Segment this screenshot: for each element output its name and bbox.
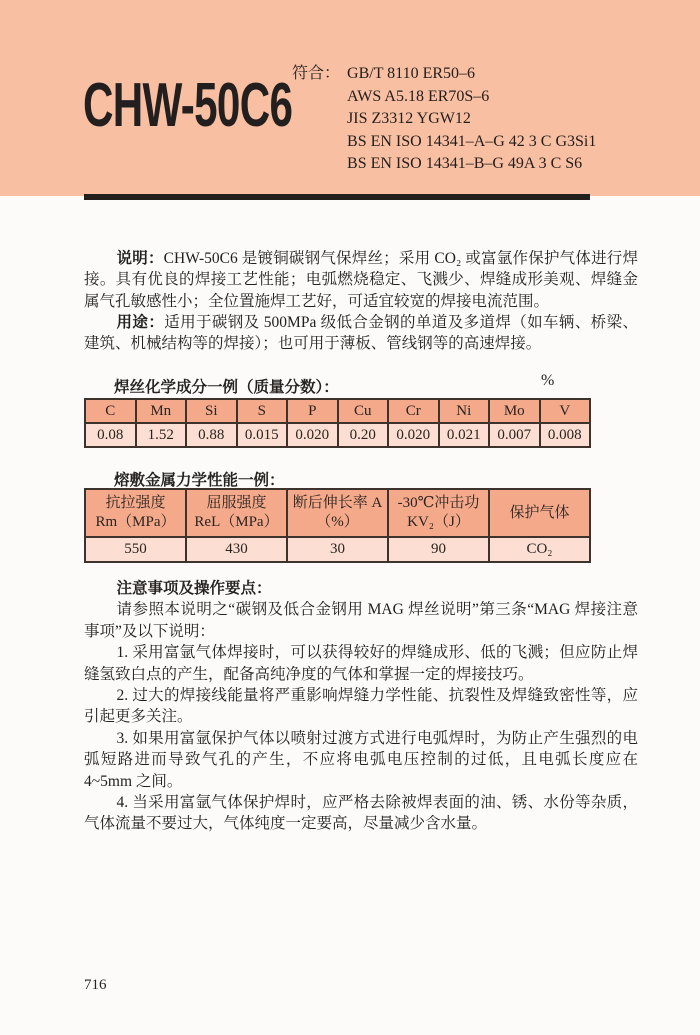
table-header-row (85, 489, 590, 537)
description-label: 说明： (116, 250, 164, 267)
table-row (85, 423, 590, 447)
table-header-row (85, 399, 590, 423)
usage-paragraph (84, 312, 638, 355)
table-cell (85, 489, 186, 537)
header-line: ReL（MPa） (194, 514, 279, 530)
table-cell: C (85, 399, 136, 423)
intro-section (84, 248, 638, 354)
table-cell: 430 (186, 537, 287, 562)
header-divider-rule (84, 194, 590, 200)
table-cell: 550 (85, 537, 186, 562)
table-cell (186, 489, 287, 537)
header-line: 屈服强度 (206, 495, 267, 511)
table-cell: 0.015 (237, 423, 288, 447)
table-cell: 0.20 (338, 423, 389, 447)
table-cell: 0.007 (489, 423, 540, 447)
page-number: 716 (84, 977, 107, 993)
table-cell: V (540, 399, 591, 423)
table-cell: Ni (439, 399, 490, 423)
notes-intro: 请参照本说明之“碳钢及低合金钢用 MAG 焊丝说明”第三条“MAG 焊接注意事项”及以下说明： (84, 601, 638, 640)
header-line: 保护气体 (509, 504, 570, 521)
mech-table (84, 488, 591, 563)
description-paragraph (84, 248, 638, 312)
chem-table (84, 398, 591, 448)
header-line: Rm（MPa） (95, 514, 176, 530)
note-item: 3. 如果用富氩保护气体以喷射过渡方式进行电弧焊时，为防止产生强烈的电弧短路进而导致气孔的产生，不应将电弧电压控制的过低，且电弧长度应在 4~5mm 之间。 (84, 729, 638, 790)
usage-label: 用途： (116, 313, 165, 331)
standard-item: BS EN ISO 14341–B–G 49A 3 C S6 (347, 155, 583, 172)
description-text: CHW-50C6 是镀铜碳钢气保焊丝；采用 CO₂ 或富氩作保护气体进行焊接。具有优良的焊接工艺性能；电弧燃烧稳定、飞溅少、焊缝成形美观、焊缝金属气孔敏感性小；全位置施焊工艺好，可适宜较宽的焊接电流范围。 (84, 250, 638, 310)
header-line: 抗拉强度 (105, 495, 166, 511)
table-cell: 0.021 (439, 423, 490, 447)
header-line: 断后伸长率 A (292, 495, 383, 511)
table-cell: S (237, 399, 288, 423)
note-item: 2. 过大的焊接线能量将严重影响焊缝力学性能、抗裂性及焊缝致密性等，应引起更多关注。 (84, 687, 638, 726)
notes-heading: 注意事项及操作要点： (116, 580, 272, 597)
table-cell: Si (186, 399, 237, 423)
standards-list (347, 63, 596, 176)
table-cell: 0.88 (186, 423, 237, 447)
table-cell: Mn (136, 399, 187, 423)
table-cell: Cu (338, 399, 389, 423)
table-cell (388, 489, 489, 537)
header-line: -30℃冲击功 (397, 495, 480, 511)
standard-item: JIS Z3312 YGW12 (347, 110, 471, 127)
table-cell: 0.08 (85, 423, 136, 447)
table-cell: 0.008 (540, 423, 591, 447)
table-cell: P (287, 399, 338, 423)
table-cell: 90 (388, 537, 489, 562)
mech-table-title: 熔敷金属力学性能一例： (114, 472, 285, 489)
table-cell: 30 (287, 537, 388, 562)
standard-item: GB/T 8110 ER50–6 (347, 65, 476, 82)
chem-table-title: 焊丝化学成分一例（质量分数）： (114, 379, 339, 396)
table-row (85, 537, 590, 562)
standard-item: AWS A5.18 ER70S–6 (347, 87, 490, 105)
compliance-block (292, 63, 596, 176)
product-title: CHW-50C6 (83, 71, 293, 140)
header-line: （%） (316, 514, 359, 530)
compliance-label: 符合： (292, 65, 341, 82)
chem-table-unit: % (541, 372, 555, 389)
standard-item: BS EN ISO 14341–A–G 42 3 C G3Si1 (347, 132, 597, 150)
table-cell: 1.52 (136, 423, 187, 447)
table-cell (489, 489, 590, 537)
usage-text: 适用于碳钢及 500MPa 级低合金钢的单道及多道焊（如车辆、桥梁、建筑、机械结构等的焊接）；也可用于薄板、管线钢等的高速焊接。 (84, 313, 638, 353)
table-cell: 0.020 (287, 423, 338, 447)
header-line: KV₂（J） (407, 514, 470, 530)
table-cell: Cr (388, 399, 439, 423)
note-item: 4. 当采用富氩气体保护焊时，应严格去除被焊表面的油、锈、水份等杂质，气体流量不要过大，气体纯度一定要高，尽量减少含水量。 (84, 794, 638, 833)
table-cell: Mo (489, 399, 540, 423)
note-item: 1. 采用富氩气体焊接时，可以获得较好的焊缝成形、低的飞溅；但应防止焊缝氢致白点的产生，配备高纯净度的气体和掌握一定的焊接技巧。 (84, 644, 638, 683)
table-cell: CO₂ (489, 537, 590, 562)
notes-section (84, 578, 638, 835)
table-cell (287, 489, 388, 537)
table-cell: 0.020 (388, 423, 439, 447)
